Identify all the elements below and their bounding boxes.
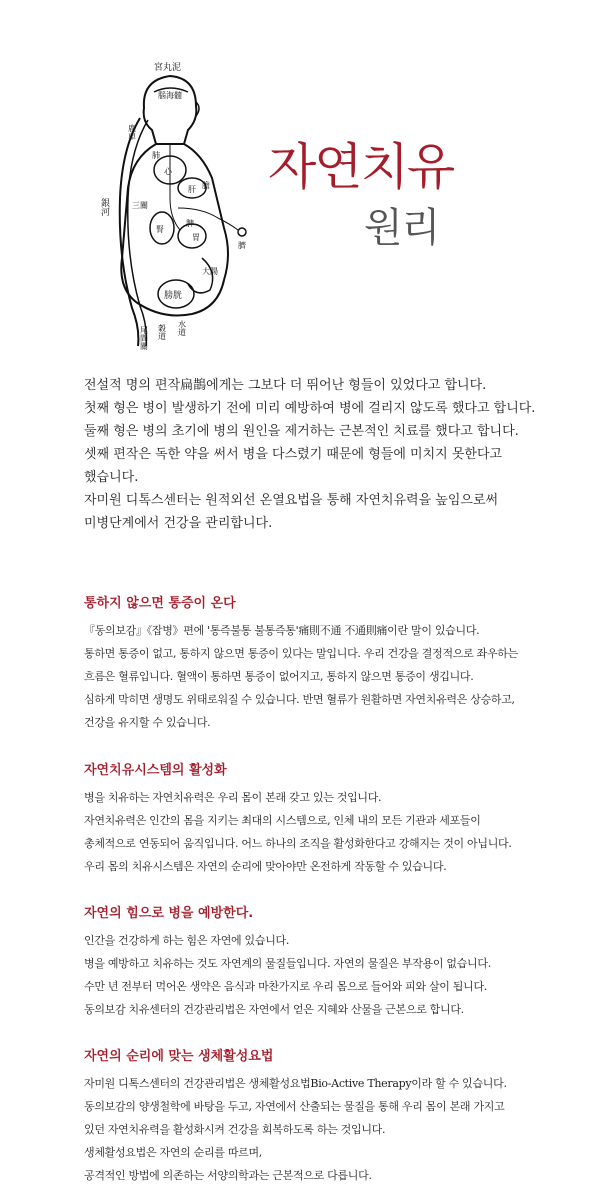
intro-line: 셋째 편작은 독한 약을 써서 병을 다스렸기 때문에 형들에 미치지 못한다고: [84, 447, 503, 462]
section-line: 심하게 막히면 생명도 위태로워질 수 있습니다. 반면 혈류가 원활하면 자연치유력은 상승하고,: [84, 693, 515, 706]
section-line: 우리 몸의 치유시스템은 자연의 순리에 맞아야만 온전하게 작동할 수 있습니다.: [84, 860, 447, 873]
intro-text: [84, 374, 594, 535]
page-subtitle: 원리: [364, 205, 440, 251]
intro-line: 전설적 명의 편작扁鵲에게는 그보다 더 뛰어난 형들이 있었다고 합니다.: [84, 378, 487, 393]
hero: [0, 0, 611, 360]
label-bottom-1: 穀道: [157, 324, 167, 340]
section-nature-prevention: [84, 905, 599, 1021]
section-line: 자미원 디톡스센터의 건강관리법은 생체활성요법Bio-Active Therapy이라 할 수 있습니다.: [84, 1077, 507, 1090]
intro-line: 첫째 형은 병이 발생하기 전에 미리 예방하여 병에 걸리지 않도록 했다고 합니다.: [84, 401, 536, 416]
label-navel: 臍: [238, 241, 246, 250]
section-line: 동의보감 치유센터의 건강관리법은 자연에서 얻은 지혜와 산물을 근본으로 합니다.: [84, 1003, 464, 1016]
label-bladder: 膀胱: [164, 291, 183, 301]
label-stomach: 胃: [192, 233, 200, 242]
label-lung: 肺: [152, 151, 160, 160]
label-large-intestine: 大腸: [202, 267, 218, 276]
section-line: 통하면 통증이 없고, 통하지 않으면 통증이 있다는 말입니다. 우리 건강을 결정적으로 좌우하는: [84, 647, 518, 660]
section-line: 건강을 유지할 수 있습니다.: [84, 716, 211, 729]
intro-line: 둘째 형은 병의 초기에 병의 원인을 제거하는 근본적인 치료를 했다고 합니다.: [84, 424, 519, 439]
section-line: 병을 치유하는 자연치유력은 우리 몸이 본래 갖고 있는 것입니다.: [84, 791, 382, 804]
section-line: 자연치유력은 인간의 몸을 지키는 최대의 시스템으로, 인체 내의 모든 기관과 세포들이: [84, 814, 481, 827]
label-bottom-3: 尾閭關: [139, 326, 149, 350]
body-diagram-illustration: [92, 58, 252, 358]
label-spine: 三關: [132, 201, 148, 210]
section-line: 『동의보감』《잡병》편에 '통즉불통 불통즉통'痛則不通 不通則痛이란 말이 있습니다.: [84, 624, 480, 637]
label-gall: 膽: [202, 181, 210, 190]
label-top: 宮丸泥: [154, 63, 182, 73]
section-line: 병을 예방하고 치유하는 것도 자연계의 물질들입니다. 자연의 물질은 부작용이 없습니다.: [84, 957, 491, 970]
label-bottom-2: 水道: [177, 320, 187, 336]
section-line: 있던 자연치유력을 활성화시켜 건강을 회복하도록 하는 것입니다.: [84, 1123, 386, 1136]
section-bio-active-therapy: [84, 1048, 599, 1187]
label-left-mid: 銀河: [99, 198, 109, 216]
section-heading: 자연치유시스템의 활성화: [84, 763, 227, 778]
label-liver: 肝: [188, 185, 196, 194]
section-healing-system: [84, 762, 599, 878]
section-line: 공격적인 방법에 의존하는 서양의학과는 근본적으로 다릅니다.: [84, 1169, 372, 1182]
section-no-flow-pain: [84, 595, 599, 734]
label-spleen: 脾: [186, 219, 194, 228]
intro-line: 했습니다.: [84, 470, 139, 485]
section-line: 생체활성요법은 자연의 순리를 따르며,: [84, 1146, 263, 1159]
page-title: 자연치유: [268, 138, 454, 196]
section-line: 동의보감의 양생철학에 바탕을 두고, 자연에서 산출되는 물질을 통해 우리 몸이 본래 가지고: [84, 1100, 505, 1113]
section-heading: 자연의 힘으로 병을 예방한다.: [84, 906, 254, 921]
intro-line: 자미원 디톡스센터는 원적외선 온열요법을 통해 자연치유력을 높임으로써: [84, 493, 499, 508]
section-line: 수만 년 전부터 먹어온 생약은 음식과 마찬가지로 우리 몸으로 들어와 피와 살이 됩니다.: [84, 980, 487, 993]
label-head: 腦海髓: [158, 91, 182, 100]
section-heading: 통하지 않으면 통증이 온다: [84, 596, 236, 611]
label-left-upper: 鹿車: [127, 124, 137, 140]
section-line: 인간을 건강하게 하는 힘은 자연에 있습니다.: [84, 934, 290, 947]
section-line: 총체적으로 연동되어 움직입니다. 어느 하나의 조직을 활성화한다고 강해지는 것이 아닙니다.: [84, 837, 512, 850]
label-kidney: 腎: [156, 225, 164, 234]
label-heart: 心: [164, 167, 172, 176]
section-line: 흐름은 혈류입니다. 혈액이 통하면 통증이 없어지고, 통하지 않으면 통증이 생깁니다.: [84, 670, 474, 683]
intro-line: 미병단계에서 건강을 관리합니다.: [84, 516, 273, 531]
section-heading: 자연의 순리에 맞는 생체활성요법: [84, 1049, 274, 1064]
